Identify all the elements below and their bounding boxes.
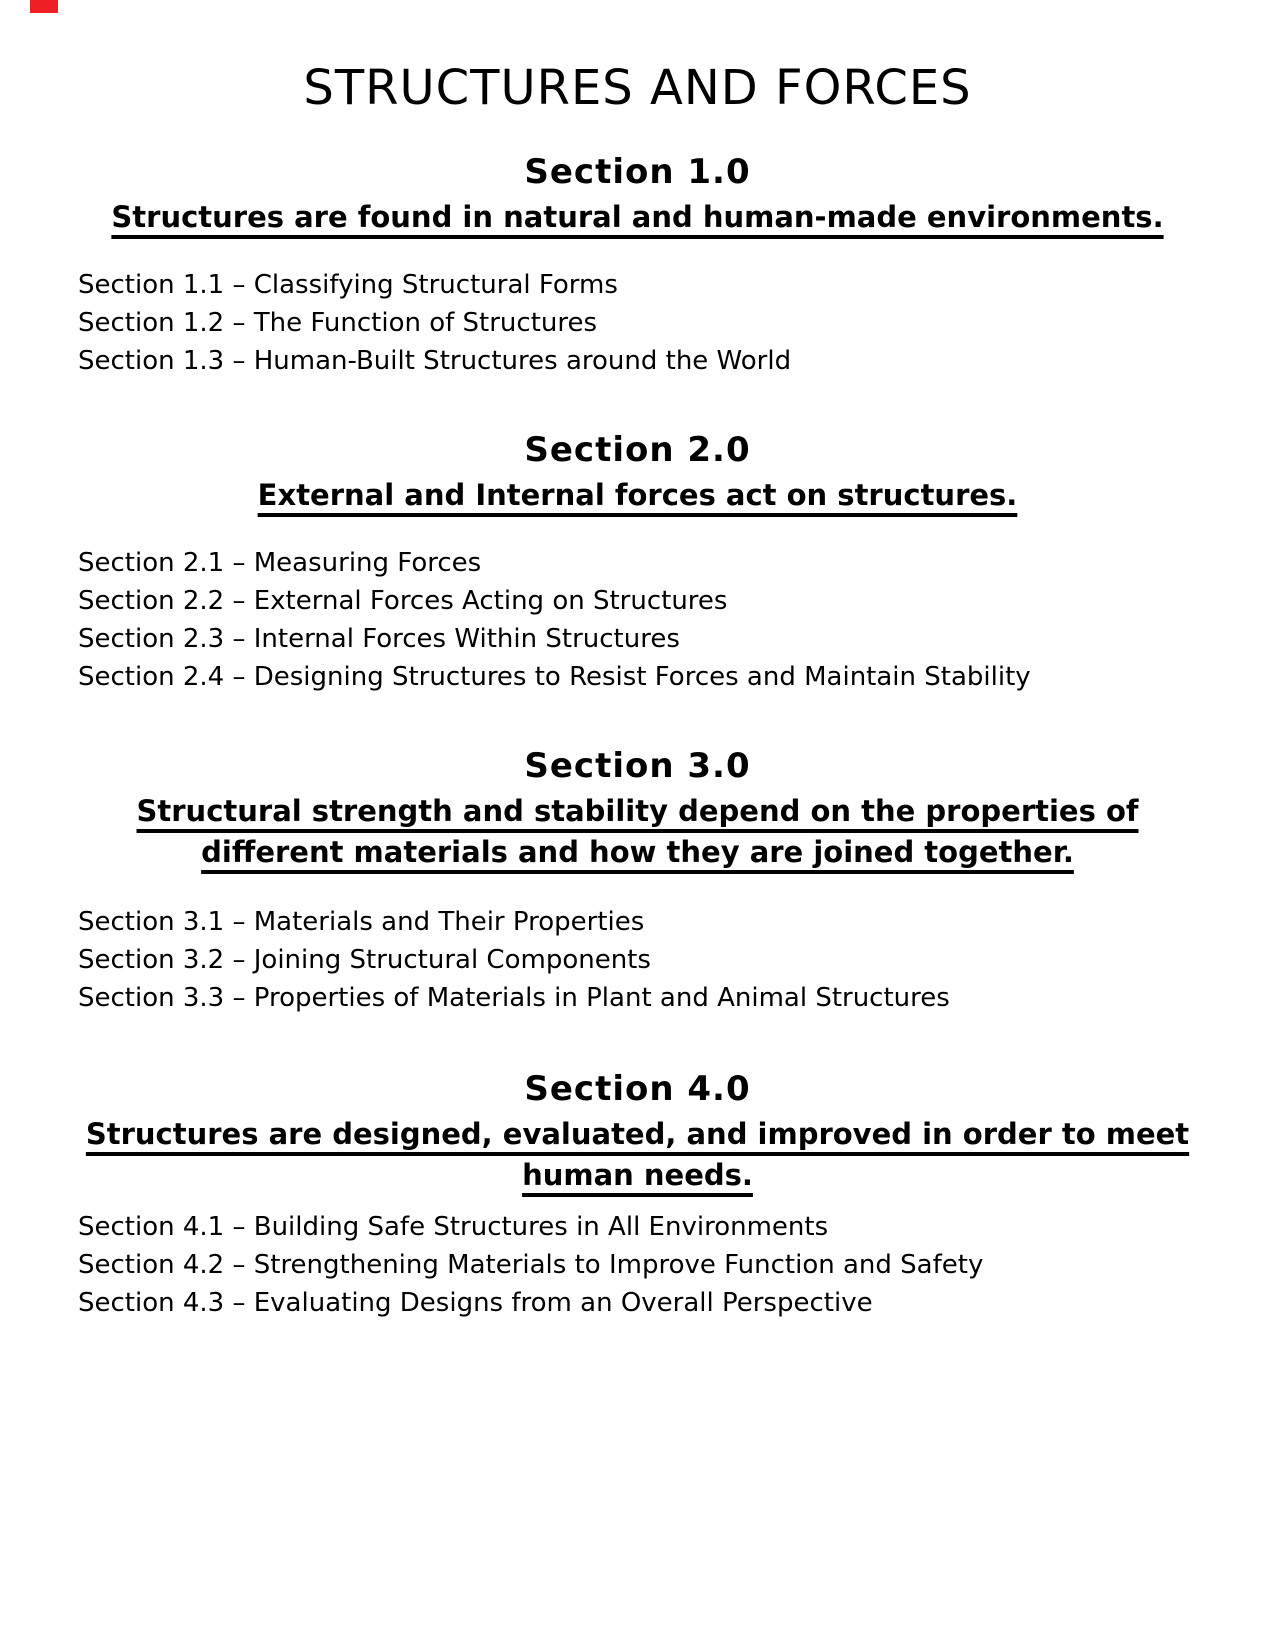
toc-item: Section 3.3 – Properties of Materials in Plant and Animal Structures	[78, 982, 950, 1013]
section-2-items	[0, 544, 1275, 696]
page-title: STRUCTURES AND FORCES	[303, 60, 972, 116]
section-3-heading: Section 3.0	[524, 745, 751, 786]
statement-line: Structural strength and stability depend on the properties of	[136, 793, 1139, 828]
section-3-statement	[30, 791, 1245, 873]
toc-item: Section 1.1 – Classifying Structural Forms	[78, 269, 618, 300]
statement-line: Structures are found in natural and human-made environments.	[111, 199, 1164, 234]
statement-line: human needs.	[522, 1157, 753, 1192]
toc-item: Section 2.1 – Measuring Forces	[78, 547, 482, 578]
section-4	[0, 1069, 1275, 1322]
section-1-items	[0, 266, 1275, 380]
section-3-items	[0, 903, 1275, 1017]
toc-item: Section 2.4 – Designing Structures to Resist Forces and Maintain Stability	[78, 661, 1031, 692]
toc-item: Section 3.2 – Joining Structural Components	[78, 944, 651, 975]
section-4-items	[0, 1208, 1275, 1322]
statement-line: different materials and how they are joined together.	[201, 834, 1074, 869]
section-3	[0, 746, 1275, 1017]
toc-item: Section 2.2 – External Forces Acting on Structures	[78, 585, 728, 616]
toc-item: Section 3.1 – Materials and Their Properties	[78, 906, 645, 937]
toc-item: Section 4.2 – Strengthening Materials to Improve Function and Safety	[78, 1249, 984, 1280]
section-2-heading: Section 2.0	[524, 429, 751, 470]
toc-item: Section 4.1 – Building Safe Structures in All Environments	[78, 1211, 829, 1242]
section-1	[0, 152, 1275, 380]
red-marker	[30, 0, 58, 13]
section-4-statement	[30, 1114, 1245, 1196]
toc-item: Section 2.3 – Internal Forces Within Structures	[78, 623, 680, 654]
statement-line: Structures are designed, evaluated, and improved in order to meet	[85, 1116, 1190, 1151]
toc-item: Section 1.3 – Human-Built Structures around the World	[78, 345, 792, 376]
section-1-heading: Section 1.0	[524, 151, 751, 192]
section-4-heading: Section 4.0	[524, 1068, 751, 1109]
toc-item: Section 1.2 – The Function of Structures	[78, 307, 598, 338]
section-2	[0, 430, 1275, 696]
statement-line: External and Internal forces act on structures.	[257, 477, 1018, 512]
section-2-statement	[30, 475, 1245, 516]
toc-item: Section 4.3 – Evaluating Designs from an Overall Perspective	[78, 1287, 873, 1318]
section-1-statement	[30, 197, 1245, 238]
